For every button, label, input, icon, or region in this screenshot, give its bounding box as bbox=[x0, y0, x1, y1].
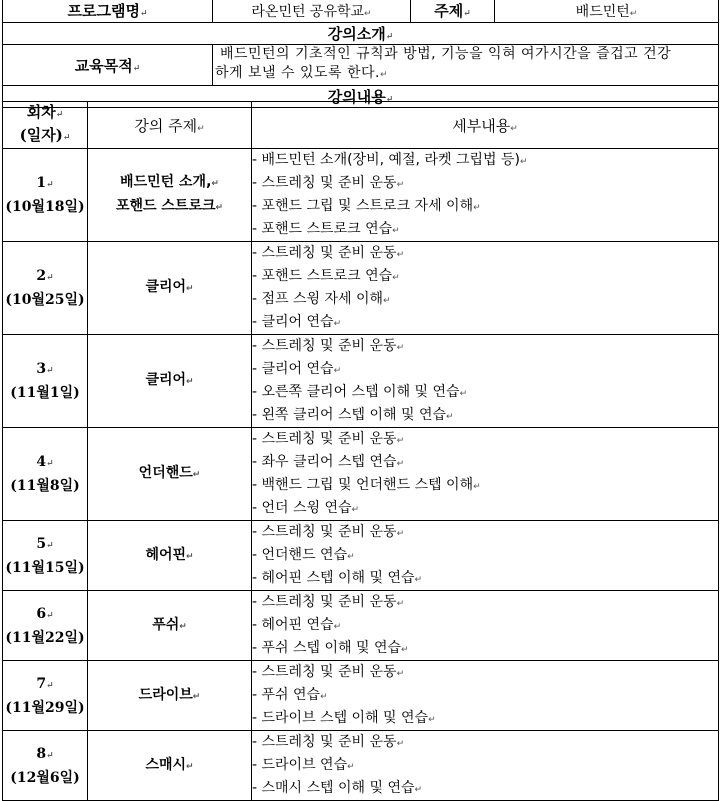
session-topic: 클리어 bbox=[145, 279, 187, 295]
session-date: (10월25일) bbox=[5, 292, 85, 308]
session-date: (11월1일) bbox=[10, 385, 80, 401]
detail-list bbox=[252, 149, 718, 241]
session-topic-cell: 클리어↵ bbox=[88, 335, 252, 428]
detail-item: - 좌우 클리어 스텝 연습↵ bbox=[252, 454, 405, 470]
detail-item: - 점프 스윙 자세 이해↵ bbox=[252, 291, 391, 307]
detail-item: - 백핸드 그립 및 언더핸드 스텝 이해↵ bbox=[252, 477, 481, 493]
session-number: 7 bbox=[36, 675, 47, 692]
session-number-cell: 7↵ (11월29일) bbox=[3, 661, 88, 731]
course-content-table bbox=[2, 101, 719, 801]
session-topic: 푸쉬 bbox=[152, 616, 180, 633]
session-row bbox=[3, 521, 719, 591]
detail-item: - 배드민턴 소개(장비, 예절, 라켓 그립법 등)↵ bbox=[252, 152, 528, 168]
session-number-cell: 8↵ (12월6일) bbox=[3, 731, 88, 801]
subject-value: 배드민턴↵ bbox=[495, 0, 719, 23]
detail-item: - 스트레칭 및 준비 운동↵ bbox=[252, 664, 405, 680]
detail-list bbox=[252, 591, 718, 660]
detail-item: - 클리어 연습↵ bbox=[252, 361, 342, 377]
purpose-label: 교육목적↵ bbox=[3, 45, 213, 86]
session-number-cell: 2↵ (10월25일) bbox=[3, 242, 88, 335]
session-number-cell: 5↵ (11월15일) bbox=[3, 521, 88, 591]
session-number: 4 bbox=[36, 454, 47, 470]
content-title: 강의내용↵ bbox=[3, 86, 719, 108]
session-date: (11월29일) bbox=[5, 699, 85, 716]
detail-item: - 스매시 스텝 이해 및 연습↵ bbox=[252, 780, 423, 796]
session-topic-cell: 헤어핀↵ bbox=[88, 521, 252, 591]
column-topic: 강의 주제↵ bbox=[88, 102, 252, 149]
detail-item: - 스트레칭 및 준비 운동↵ bbox=[252, 338, 405, 354]
session-number: 3 bbox=[36, 361, 47, 377]
detail-item: - 언더핸드 연습↵ bbox=[252, 547, 355, 563]
session-date: (12월6일) bbox=[10, 769, 80, 786]
session-detail-cell bbox=[252, 149, 719, 242]
detail-item: - 클리어 연습↵ bbox=[252, 314, 342, 330]
session-number-cell: 4↵ (11월8일) bbox=[3, 428, 88, 521]
session-date: (10월18일) bbox=[5, 199, 85, 215]
session-detail-cell bbox=[252, 335, 719, 428]
session-number: 5 bbox=[36, 535, 47, 552]
purpose-text: 배드민턴의 기초적인 규칙과 방법, 기능을 익혀 여가시간을 즐겁고 건강 하게 보낼 수 있도록 한다.↵ bbox=[213, 45, 719, 86]
session-topic-cell: 드라이브↵ bbox=[88, 661, 252, 731]
detail-item: - 포핸드 스트로크 연습↵ bbox=[252, 221, 400, 237]
session-topic-cell: 스매시↵ bbox=[88, 731, 252, 801]
session-number-cell: 3↵ (11월1일) bbox=[3, 335, 88, 428]
session-rows bbox=[3, 149, 719, 801]
session-detail-cell bbox=[252, 591, 719, 661]
program-info-table bbox=[2, 0, 719, 23]
session-number-cell: 6↵ (11월22일) bbox=[3, 591, 88, 661]
session-topic-cell: 언더핸드↵ bbox=[88, 428, 252, 521]
detail-list bbox=[252, 428, 718, 520]
intro-title: 강의소개↵ bbox=[3, 23, 719, 45]
session-detail-cell bbox=[252, 661, 719, 731]
session-date: (11월8일) bbox=[10, 478, 80, 494]
detail-item: - 스트레칭 및 준비 운동↵ bbox=[252, 245, 405, 261]
session-row bbox=[3, 428, 719, 521]
session-detail-cell bbox=[252, 242, 719, 335]
session-detail-cell bbox=[252, 521, 719, 591]
session-topic: 언더핸드 bbox=[138, 465, 193, 481]
session-row bbox=[3, 149, 719, 242]
detail-item: - 헤어핀 스텝 이해 및 연습↵ bbox=[252, 570, 423, 586]
program-name-value: 라온민턴 공유학교↵ bbox=[213, 0, 411, 23]
detail-list bbox=[252, 335, 718, 427]
detail-item: - 스트레칭 및 준비 운동↵ bbox=[252, 175, 405, 191]
session-number-cell: 1↵ (10월18일) bbox=[3, 149, 88, 242]
session-topic: 클리어 bbox=[145, 372, 187, 388]
detail-item: - 푸쉬 연습↵ bbox=[252, 687, 328, 703]
detail-item: - 헤어핀 연습↵ bbox=[252, 617, 342, 633]
detail-item: - 드라이브 연습↵ bbox=[252, 757, 355, 773]
session-topic: 헤어핀 bbox=[145, 546, 187, 563]
detail-item: - 언더 스윙 연습↵ bbox=[252, 500, 360, 516]
session-topic-line2: 포핸드 스트로크 bbox=[115, 198, 216, 214]
session-topic-cell: 클리어↵ bbox=[88, 242, 252, 335]
session-row bbox=[3, 335, 719, 428]
session-row bbox=[3, 731, 719, 801]
detail-item: - 포핸드 그립 및 스트로크 자세 이해↵ bbox=[252, 198, 481, 214]
intro-table bbox=[2, 22, 719, 108]
session-row bbox=[3, 591, 719, 661]
subject-label: 주제↵ bbox=[411, 0, 495, 23]
detail-item: - 푸쉬 스텝 이해 및 연습↵ bbox=[252, 640, 409, 656]
program-name-label: 프로그램명↵ bbox=[3, 0, 213, 23]
detail-item: - 스트레칭 및 준비 운동↵ bbox=[252, 734, 405, 750]
session-number: 8 bbox=[36, 745, 47, 762]
session-topic-cell: 푸쉬↵ bbox=[88, 591, 252, 661]
session-row bbox=[3, 661, 719, 731]
detail-list bbox=[252, 661, 718, 730]
column-header-row bbox=[3, 102, 719, 149]
session-row bbox=[3, 242, 719, 335]
session-number: 6 bbox=[36, 605, 47, 622]
session-date: (11월22일) bbox=[5, 629, 85, 646]
session-topic: 드라이브 bbox=[138, 686, 193, 703]
detail-item: - 오른쪽 클리어 스텝 이해 및 연습↵ bbox=[252, 384, 468, 400]
detail-list bbox=[252, 521, 718, 590]
session-number: 1 bbox=[36, 175, 47, 191]
session-detail-cell bbox=[252, 731, 719, 801]
detail-list bbox=[252, 731, 718, 800]
detail-item: - 왼쪽 클리어 스텝 이해 및 연습↵ bbox=[252, 407, 454, 423]
column-session: 회차↵ (일자)↵ bbox=[3, 102, 88, 149]
detail-list bbox=[252, 242, 718, 334]
detail-item: - 드라이브 스텝 이해 및 연습↵ bbox=[252, 710, 436, 726]
session-detail-cell bbox=[252, 428, 719, 521]
session-topic-cell: 배드민턴 소개,↵ 포핸드 스트로크↵ bbox=[88, 149, 252, 242]
detail-item: - 포핸드 스트로크 연습↵ bbox=[252, 268, 400, 284]
session-topic: 배드민턴 소개, bbox=[120, 174, 212, 190]
column-detail: 세부내용↵ bbox=[252, 102, 719, 149]
detail-item: - 스트레칭 및 준비 운동↵ bbox=[252, 431, 405, 447]
detail-item: - 스트레칭 및 준비 운동↵ bbox=[252, 594, 405, 610]
session-date: (11월15일) bbox=[5, 559, 85, 576]
session-topic: 스매시 bbox=[145, 756, 187, 773]
detail-item: - 스트레칭 및 준비 운동↵ bbox=[252, 524, 405, 540]
session-number: 2 bbox=[36, 268, 47, 284]
